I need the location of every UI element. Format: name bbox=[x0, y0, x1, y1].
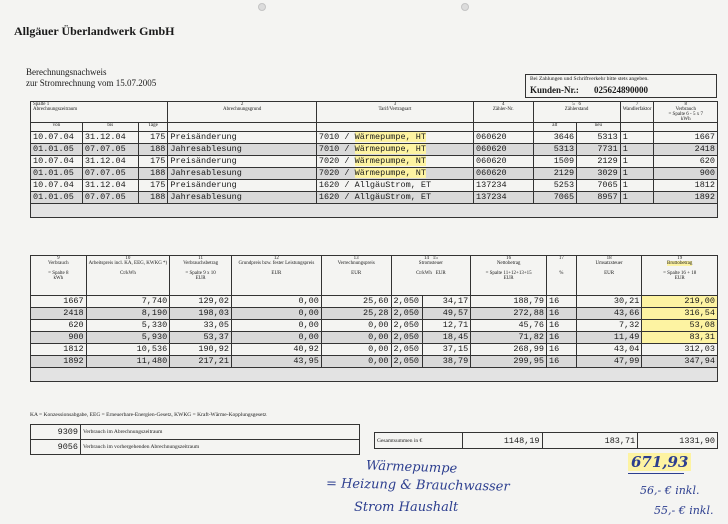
cell-settle: 25,28 bbox=[321, 308, 391, 320]
cell-new: 8957 bbox=[577, 192, 621, 204]
cell-old: 5313 bbox=[533, 144, 577, 156]
cell-days: 175 bbox=[138, 180, 168, 192]
handwritten-heatpump: Wärmepumpe bbox=[365, 458, 458, 477]
cell-tax-rate: 2,050 bbox=[391, 332, 423, 344]
document-subtitle: zur Stromrechnung vom 15.07.2005 bbox=[26, 78, 157, 88]
cell-base: 0,00 bbox=[231, 320, 321, 332]
cell-reason: Preisänderung bbox=[168, 180, 316, 192]
col-number: 16 bbox=[506, 256, 512, 261]
table2-empty-row bbox=[31, 368, 718, 382]
cell-tax-rate: 2,050 bbox=[391, 344, 423, 356]
cell-days: 175 bbox=[138, 156, 168, 168]
tariff-number: 7010 bbox=[318, 132, 340, 142]
cell-settle: 0,00 bbox=[321, 320, 391, 332]
header-factor: Wandlerfaktor bbox=[622, 107, 652, 112]
current-label: Verbrauch im Abrechnungszeitraum bbox=[81, 425, 360, 440]
cell-tax-rate: 2,050 bbox=[391, 296, 423, 308]
cell-net: 299,95 bbox=[471, 356, 547, 368]
col-number: 4 bbox=[502, 102, 505, 107]
header-c14: Stromsteuer bbox=[418, 261, 443, 266]
previous-kwh: 9056 bbox=[31, 440, 81, 455]
header-c18: Umsatzsteuer bbox=[595, 261, 623, 266]
header-c11: Verbrauchsbetrag bbox=[183, 261, 219, 266]
handwritten-sum: 671,93 bbox=[628, 453, 691, 471]
sub-days: Tage bbox=[138, 123, 168, 132]
sub-c15: EUR bbox=[435, 271, 446, 276]
table1-row bbox=[31, 144, 718, 156]
header-c16: Nettobetrag bbox=[496, 261, 521, 266]
table2-header bbox=[31, 256, 718, 296]
total-label: Gesamtsummen in € bbox=[375, 433, 463, 449]
col-number: 13 bbox=[353, 256, 359, 261]
cell-new: 5313 bbox=[577, 132, 621, 144]
sub-from: von bbox=[31, 123, 83, 132]
cell-vat-pct: 16 bbox=[546, 344, 576, 356]
cell-tax: 49,57 bbox=[423, 308, 471, 320]
cell-to: 07.07.05 bbox=[82, 192, 138, 204]
cell-settle: 0,00 bbox=[321, 332, 391, 344]
cell-old: 3646 bbox=[533, 132, 577, 144]
cell-factor: 1 bbox=[620, 156, 654, 168]
cell-gross: 53,08 bbox=[642, 320, 718, 332]
table2-row bbox=[31, 308, 718, 320]
header-c19: Bruttobetrag bbox=[667, 261, 693, 266]
cell-price: 10,536 bbox=[86, 344, 170, 356]
handwritten-note1: 56,- € inkl. bbox=[640, 484, 700, 497]
header-c10: Arbeitspreis incl. KA, EEG, KWKG *) bbox=[88, 261, 168, 266]
cell-from: 01.01.05 bbox=[31, 144, 83, 156]
total-gross: 1331,90 bbox=[638, 433, 718, 449]
cell-factor: 1 bbox=[620, 168, 654, 180]
sub-c9-unit: kWh bbox=[53, 276, 64, 281]
cell-new: 2129 bbox=[577, 156, 621, 168]
col-number: 14 bbox=[424, 256, 430, 261]
cell-amount: 190,92 bbox=[170, 344, 232, 356]
table1-header bbox=[31, 102, 718, 123]
cell-factor: 1 bbox=[620, 192, 654, 204]
cell-price: 11,480 bbox=[86, 356, 170, 368]
cell-vat-pct: 16 bbox=[546, 356, 576, 368]
cell-vat: 43,66 bbox=[576, 308, 642, 320]
handwritten-household: Strom Haushalt bbox=[354, 500, 459, 515]
handwritten-heating: = Heizung & Brauchwasser bbox=[325, 476, 510, 495]
cell-to: 07.07.05 bbox=[82, 144, 138, 156]
cell-meter: 137234 bbox=[474, 180, 533, 192]
col-number: 18 bbox=[606, 256, 612, 261]
cell-amount: 217,21 bbox=[170, 356, 232, 368]
cell-tariff: 7010 / Wärmepumpe, HT bbox=[316, 132, 473, 144]
cell-gross: 347,94 bbox=[642, 356, 718, 368]
cell-amount: 129,02 bbox=[170, 296, 232, 308]
cell-to: 31.12.04 bbox=[82, 156, 138, 168]
header-c13: Verrechnungspreis bbox=[337, 261, 375, 266]
cell-vat: 7,32 bbox=[576, 320, 642, 332]
cell-net: 188,79 bbox=[471, 296, 547, 308]
cell-new: 7065 bbox=[577, 180, 621, 192]
cell-meter: 060620 bbox=[474, 144, 533, 156]
cell-gross: 83,31 bbox=[642, 332, 718, 344]
col-number: 9 bbox=[57, 256, 60, 261]
cell-tax: 34,17 bbox=[423, 296, 471, 308]
cell-vat: 43,04 bbox=[576, 344, 642, 356]
cell-price: 5,930 bbox=[86, 332, 170, 344]
col-number: 5 bbox=[572, 102, 575, 107]
sub-c19-unit: EUR bbox=[674, 276, 685, 281]
cell-meter: 060620 bbox=[474, 168, 533, 180]
sub-c16-unit: EUR bbox=[503, 276, 514, 281]
table1-row bbox=[31, 192, 718, 204]
cell-factor: 1 bbox=[620, 144, 654, 156]
cell-from: 10.07.04 bbox=[31, 132, 83, 144]
cell-days: 175 bbox=[138, 132, 168, 144]
previous-label: Verbrauch im vorhergehenden Abrechnungszeitraum bbox=[81, 440, 360, 455]
cell-reason: Jahresablesung bbox=[168, 192, 316, 204]
cell-tax: 38,79 bbox=[423, 356, 471, 368]
cell-factor: 1 bbox=[620, 180, 654, 192]
cell-to: 31.12.04 bbox=[82, 180, 138, 192]
cell-kwh: 1667 bbox=[654, 132, 718, 144]
cell-price: 7,740 bbox=[86, 296, 170, 308]
tariff-number: 7010 bbox=[318, 144, 340, 154]
sub-c12: EUR bbox=[271, 271, 282, 276]
cell-vat: 47,99 bbox=[576, 356, 642, 368]
tariff-number: 1620 bbox=[318, 180, 340, 190]
cell-kwh: 2418 bbox=[31, 308, 87, 320]
payment-note: Bei Zahlungen und Schriftverkehr bitte stets angeben. bbox=[530, 76, 649, 82]
cell-reason: Preisänderung bbox=[168, 132, 316, 144]
cell-tax: 37,15 bbox=[423, 344, 471, 356]
col-number: 11 bbox=[198, 256, 203, 261]
tariff-name: AllgäuStrom, ET bbox=[354, 180, 432, 190]
cell-vat-pct: 16 bbox=[546, 332, 576, 344]
customer-number: 025624890000 bbox=[594, 85, 648, 95]
cell-from: 10.07.04 bbox=[31, 180, 83, 192]
cell-vat-pct: 16 bbox=[546, 320, 576, 332]
cell-to: 07.07.05 bbox=[82, 168, 138, 180]
cell-gross: 312,03 bbox=[642, 344, 718, 356]
sub-to: bis bbox=[82, 123, 138, 132]
col-number: 3 bbox=[393, 102, 397, 107]
cell-gross: 219,00 bbox=[642, 296, 718, 308]
cell-base: 43,95 bbox=[231, 356, 321, 368]
cell-net: 268,99 bbox=[471, 344, 547, 356]
cell-settle: 25,60 bbox=[321, 296, 391, 308]
cell-old: 5253 bbox=[533, 180, 577, 192]
sub-old: alt bbox=[533, 123, 577, 132]
col-number: 10 bbox=[125, 256, 131, 261]
table2-row bbox=[31, 332, 718, 344]
col-number: 15 bbox=[432, 256, 438, 261]
header-period: Abrechnungszeitraum bbox=[33, 107, 78, 112]
cell-net: 45,76 bbox=[471, 320, 547, 332]
table1-row bbox=[31, 156, 718, 168]
spalte-label: Spalte 1 bbox=[33, 102, 50, 107]
customer-label: Kunden-Nr.: bbox=[530, 85, 579, 95]
cell-days: 188 bbox=[138, 144, 168, 156]
cell-tax-rate: 2,050 bbox=[391, 308, 423, 320]
consumption-formula: = Spalte 6 - 5 x 7 bbox=[668, 112, 703, 117]
tariff-name: Wärmepumpe, NT bbox=[354, 156, 427, 166]
cell-vat: 30,21 bbox=[576, 296, 642, 308]
cell-to: 31.12.04 bbox=[82, 132, 138, 144]
sub-c16: = Spalte 11+12+13+15 bbox=[485, 271, 532, 276]
cell-vat-pct: 16 bbox=[546, 308, 576, 320]
cell-kwh: 1812 bbox=[654, 180, 718, 192]
cell-tax: 18,45 bbox=[423, 332, 471, 344]
table2-row bbox=[31, 320, 718, 332]
cell-base: 0,00 bbox=[231, 332, 321, 344]
cell-tax-rate: 2,050 bbox=[391, 320, 423, 332]
tariff-number: 7020 bbox=[318, 156, 340, 166]
cell-kwh: 1892 bbox=[31, 356, 87, 368]
cell-gross: 316,54 bbox=[642, 308, 718, 320]
billing-table bbox=[30, 255, 718, 382]
header-reason: Abrechnungsgrund bbox=[222, 107, 262, 112]
tariff-number: 1620 bbox=[318, 192, 340, 202]
cell-meter: 060620 bbox=[474, 156, 533, 168]
header-meter: Zähler-Nr. bbox=[492, 107, 514, 112]
cell-old: 7065 bbox=[533, 192, 577, 204]
cell-factor: 1 bbox=[620, 132, 654, 144]
tariff-name: AllgäuStrom, ET bbox=[354, 192, 432, 202]
cell-new: 7731 bbox=[577, 144, 621, 156]
table1-empty-row bbox=[31, 204, 718, 218]
summary-table bbox=[30, 424, 360, 455]
punch-hole bbox=[258, 3, 266, 11]
table1-row bbox=[31, 132, 718, 144]
cell-kwh: 620 bbox=[31, 320, 87, 332]
cell-price: 8,190 bbox=[86, 308, 170, 320]
company-name: Allgäuer Überlandwerk GmbH bbox=[14, 24, 175, 38]
sub-c10: Ct/kWh bbox=[120, 271, 136, 276]
unit-label: kWh bbox=[680, 117, 691, 122]
cell-kwh: 620 bbox=[654, 156, 718, 168]
cell-price: 5,330 bbox=[86, 320, 170, 332]
cell-settle: 0,00 bbox=[321, 344, 391, 356]
cell-base: 40,92 bbox=[231, 344, 321, 356]
cell-amount: 198,03 bbox=[170, 308, 232, 320]
cell-vat: 11,49 bbox=[576, 332, 642, 344]
tariff-name: Wärmepumpe, NT bbox=[354, 168, 427, 178]
cell-tariff: 7020 / Wärmepumpe, NT bbox=[316, 168, 473, 180]
cell-vat-pct: 16 bbox=[546, 296, 576, 308]
header-c12: Grundpreis bzw. fester Leistungspreis bbox=[238, 261, 315, 266]
table2-row bbox=[31, 344, 718, 356]
sub-c9: = Spalte 8 bbox=[48, 271, 69, 276]
cell-days: 188 bbox=[138, 168, 168, 180]
col-number: 17 bbox=[558, 256, 564, 261]
col-number: 12 bbox=[273, 256, 279, 261]
col-number: 8 bbox=[684, 102, 687, 107]
col-number: 19 bbox=[677, 256, 683, 261]
tariff-name: Wärmepumpe, HT bbox=[354, 144, 427, 154]
cell-kwh: 900 bbox=[654, 168, 718, 180]
cell-tax-rate: 2,050 bbox=[391, 356, 423, 368]
sub-c17: % bbox=[559, 271, 564, 276]
cell-reason: Preisänderung bbox=[168, 156, 316, 168]
cell-from: 01.01.05 bbox=[31, 168, 83, 180]
document-title: Berechnungsnachweis bbox=[26, 67, 107, 77]
cell-reason: Jahresablesung bbox=[168, 168, 316, 180]
sub-c18: EUR bbox=[604, 271, 615, 276]
cell-tax: 12,71 bbox=[423, 320, 471, 332]
sub-c19: = Spalte 16 + 18 bbox=[663, 271, 697, 276]
customer-box bbox=[525, 74, 717, 98]
sub-c11-unit: EUR bbox=[195, 276, 206, 281]
cell-meter: 137234 bbox=[474, 192, 533, 204]
consumption-table bbox=[30, 101, 718, 218]
cell-kwh: 1892 bbox=[654, 192, 718, 204]
cell-amount: 33,05 bbox=[170, 320, 232, 332]
cell-kwh: 1667 bbox=[31, 296, 87, 308]
cell-tariff: 1620 / AllgäuStrom, ET bbox=[316, 192, 473, 204]
cell-old: 2129 bbox=[533, 168, 577, 180]
cell-net: 272,88 bbox=[471, 308, 547, 320]
cell-reason: Jahresablesung bbox=[168, 144, 316, 156]
current-kwh: 9309 bbox=[31, 425, 81, 440]
col-number: 2 bbox=[240, 102, 244, 107]
total-vat: 183,71 bbox=[542, 433, 638, 449]
header-consumption: Verbrauch bbox=[675, 107, 696, 112]
col-number: 7 bbox=[635, 102, 639, 107]
cell-new: 3029 bbox=[577, 168, 621, 180]
cell-amount: 53,37 bbox=[170, 332, 232, 344]
cell-tariff: 7010 / Wärmepumpe, HT bbox=[316, 144, 473, 156]
cell-from: 10.07.04 bbox=[31, 156, 83, 168]
cell-settle: 0,00 bbox=[321, 356, 391, 368]
total-net: 1148,19 bbox=[462, 433, 542, 449]
table2-row bbox=[31, 356, 718, 368]
cell-base: 0,00 bbox=[231, 296, 321, 308]
cell-days: 188 bbox=[138, 192, 168, 204]
header-reading: Zählerstand bbox=[564, 107, 589, 112]
cell-tariff: 1620 / AllgäuStrom, ET bbox=[316, 180, 473, 192]
table1-row bbox=[31, 180, 718, 192]
table1-row bbox=[31, 168, 718, 180]
footnote: KA = Konzessionsabgabe, EEG = Erneuerbare-Energien-Gesetz, KWKG = Kraft-Wärme-Kopplungsgesetz bbox=[30, 412, 267, 418]
header-tariff: Tarif/Vertragsart bbox=[378, 107, 412, 112]
table2-row bbox=[31, 296, 718, 308]
cell-kwh: 2418 bbox=[654, 144, 718, 156]
sub-c13: EUR bbox=[351, 271, 362, 276]
sub-new: neu bbox=[577, 123, 621, 132]
cell-tariff: 7020 / Wärmepumpe, NT bbox=[316, 156, 473, 168]
cell-kwh: 900 bbox=[31, 332, 87, 344]
cell-kwh: 1812 bbox=[31, 344, 87, 356]
header-c9: Verbrauch bbox=[48, 261, 69, 266]
tariff-name: Wärmepumpe, HT bbox=[354, 132, 427, 142]
handwritten-note2: 55,- € inkl. bbox=[654, 504, 714, 517]
tariff-number: 7020 bbox=[318, 168, 340, 178]
sub-c14: Ct/kWh bbox=[416, 271, 432, 276]
cell-from: 01.01.05 bbox=[31, 192, 83, 204]
table1-subheader bbox=[31, 123, 718, 132]
cell-old: 1509 bbox=[533, 156, 577, 168]
col-number: 6 bbox=[578, 102, 581, 107]
cell-meter: 060620 bbox=[474, 132, 533, 144]
totals-table bbox=[374, 432, 718, 449]
cell-net: 71,82 bbox=[471, 332, 547, 344]
sub-c11: = Spalte 9 x 10 bbox=[185, 271, 216, 276]
sum-underline bbox=[628, 473, 684, 474]
cell-base: 0,00 bbox=[231, 308, 321, 320]
punch-hole bbox=[461, 3, 469, 11]
